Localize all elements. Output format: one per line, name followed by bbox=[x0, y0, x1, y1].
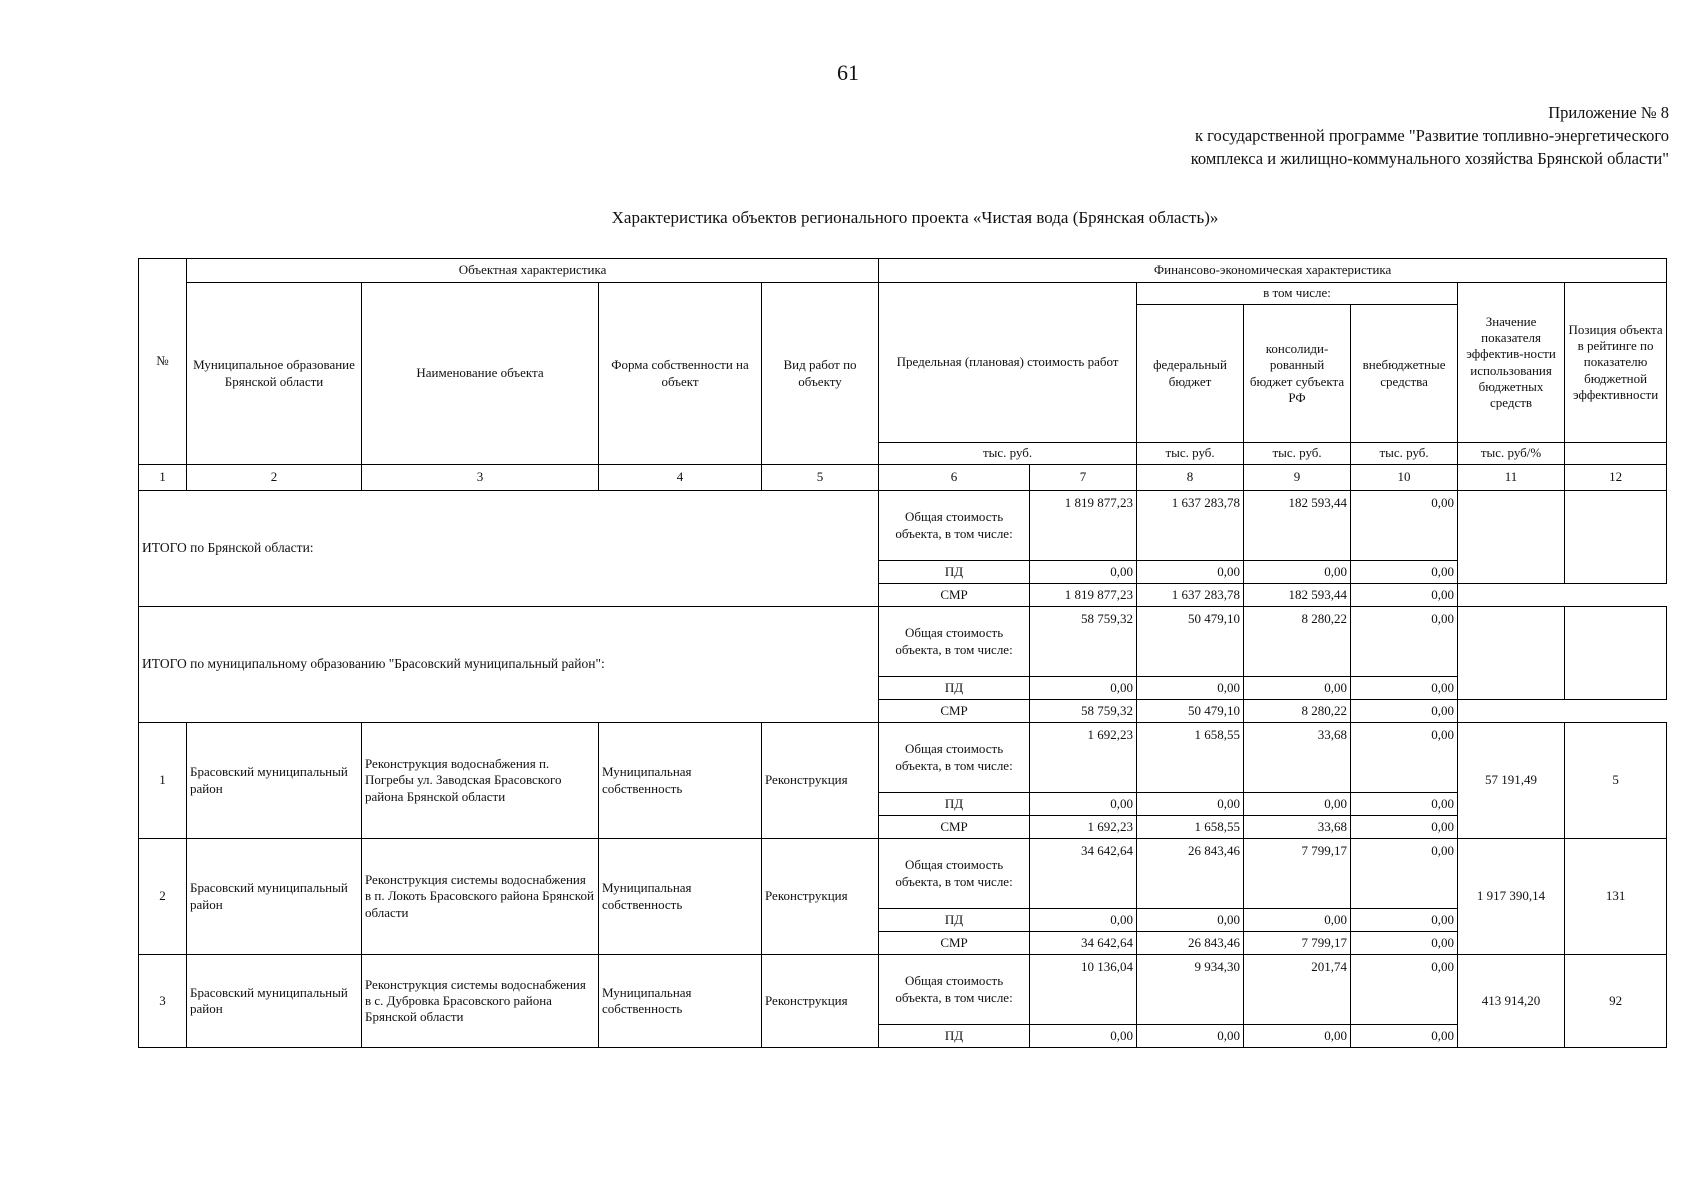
object-ownership: Муниципальная собственность bbox=[599, 723, 762, 839]
unit-federal: тыс. руб. bbox=[1137, 443, 1244, 465]
indicator-empty bbox=[1458, 607, 1565, 700]
object-indicator: 1 917 390,14 bbox=[1458, 839, 1565, 955]
object-municipality: Брасовский муниципальный район bbox=[187, 839, 362, 955]
rating-empty bbox=[1565, 607, 1667, 700]
header-ownership: Форма собственности на объект bbox=[599, 283, 762, 465]
extrabudget-value: 0,00 bbox=[1351, 932, 1458, 955]
unit-extrabudget: тыс. руб. bbox=[1351, 443, 1458, 465]
column-number: 1 bbox=[139, 465, 187, 491]
row-type: ПД bbox=[879, 793, 1030, 816]
cost-value: 58 759,32 bbox=[1030, 700, 1137, 723]
row-type: ПД bbox=[879, 561, 1030, 584]
cost-value: 0,00 bbox=[1030, 561, 1137, 584]
object-row bbox=[139, 723, 1667, 793]
total-row bbox=[139, 607, 1667, 677]
object-rating: 5 bbox=[1565, 723, 1667, 839]
row-type: Общая стоимость объекта, в том числе: bbox=[879, 723, 1030, 793]
consolidated-value: 0,00 bbox=[1244, 909, 1351, 932]
column-number: 12 bbox=[1565, 465, 1667, 491]
header-num: № bbox=[139, 259, 187, 465]
row-type: Общая стоимость объекта, в том числе: bbox=[879, 955, 1030, 1025]
consolidated-value: 0,00 bbox=[1244, 677, 1351, 700]
extrabudget-value: 0,00 bbox=[1351, 561, 1458, 584]
federal-value: 0,00 bbox=[1137, 677, 1244, 700]
row-type: Общая стоимость объекта, в том числе: bbox=[879, 607, 1030, 677]
extrabudget-value: 0,00 bbox=[1351, 584, 1458, 607]
row-type: ПД bbox=[879, 1025, 1030, 1048]
header-indicator: Значение показателя эффектив-ности использования бюджетных средств bbox=[1458, 283, 1565, 443]
total-label: ИТОГО по муниципальному образованию "Брасовский муниципальный район": bbox=[139, 607, 879, 723]
extrabudget-value: 0,00 bbox=[1351, 700, 1458, 723]
column-number: 4 bbox=[599, 465, 762, 491]
appendix-line-3: комплекса и жилищно-коммунального хозяйства Брянской области" bbox=[1190, 149, 1669, 168]
header-extrabudget: внебюджетные средства bbox=[1351, 305, 1458, 443]
consolidated-value: 0,00 bbox=[1244, 793, 1351, 816]
column-number: 10 bbox=[1351, 465, 1458, 491]
consolidated-value: 182 593,44 bbox=[1244, 584, 1351, 607]
object-municipality: Брасовский муниципальный район bbox=[187, 723, 362, 839]
unit-rating-empty bbox=[1565, 443, 1667, 465]
header-object-group: Объектная характеристика bbox=[187, 259, 879, 283]
rating-empty bbox=[1565, 491, 1667, 584]
consolidated-value: 33,68 bbox=[1244, 723, 1351, 793]
federal-value: 0,00 bbox=[1137, 1025, 1244, 1048]
column-number: 11 bbox=[1458, 465, 1565, 491]
object-row bbox=[139, 839, 1667, 909]
object-name: Реконструкция водоснабжения п. Погребы ул. Заводская Брасовского района Брянской области bbox=[362, 723, 599, 839]
federal-value: 0,00 bbox=[1137, 561, 1244, 584]
federal-value: 50 479,10 bbox=[1137, 607, 1244, 677]
object-name: Реконструкция системы водоснабжения в с. Дубровка Брасовского района Брянской области bbox=[362, 955, 599, 1048]
consolidated-value: 8 280,22 bbox=[1244, 607, 1351, 677]
federal-value: 1 637 283,78 bbox=[1137, 584, 1244, 607]
consolidated-value: 8 280,22 bbox=[1244, 700, 1351, 723]
cost-value: 0,00 bbox=[1030, 909, 1137, 932]
object-work-type: Реконструкция bbox=[762, 955, 879, 1048]
cost-value: 34 642,64 bbox=[1030, 932, 1137, 955]
unit-consolidated: тыс. руб. bbox=[1244, 443, 1351, 465]
row-type: Общая стоимость объекта, в том числе: bbox=[879, 839, 1030, 909]
cost-value: 1 819 877,23 bbox=[1030, 491, 1137, 561]
consolidated-value: 7 799,17 bbox=[1244, 839, 1351, 909]
federal-value: 1 658,55 bbox=[1137, 723, 1244, 793]
cost-value: 0,00 bbox=[1030, 1025, 1137, 1048]
federal-value: 0,00 bbox=[1137, 793, 1244, 816]
cost-value: 1 692,23 bbox=[1030, 816, 1137, 839]
total-row bbox=[139, 491, 1667, 561]
object-rating: 131 bbox=[1565, 839, 1667, 955]
object-work-type: Реконструкция bbox=[762, 839, 879, 955]
header-including: в том числе: bbox=[1137, 283, 1458, 305]
object-work-type: Реконструкция bbox=[762, 723, 879, 839]
federal-value: 9 934,30 bbox=[1137, 955, 1244, 1025]
federal-value: 1 658,55 bbox=[1137, 816, 1244, 839]
object-indicator: 57 191,49 bbox=[1458, 723, 1565, 839]
row-type: СМР bbox=[879, 584, 1030, 607]
cost-value: 58 759,32 bbox=[1030, 607, 1137, 677]
federal-value: 0,00 bbox=[1137, 909, 1244, 932]
object-name: Реконструкция системы водоснабжения в п. Локоть Брасовского района Брянской области bbox=[362, 839, 599, 955]
row-type: ПД bbox=[879, 909, 1030, 932]
cost-value: 34 642,64 bbox=[1030, 839, 1137, 909]
object-municipality: Брасовский муниципальный район bbox=[187, 955, 362, 1048]
header-rating: Позиция объекта в рейтинге по показателю бюджетной эффективности bbox=[1565, 283, 1667, 443]
row-type: СМР bbox=[879, 932, 1030, 955]
object-ownership: Муниципальная собственность bbox=[599, 839, 762, 955]
row-type: Общая стоимость объекта, в том числе: bbox=[879, 491, 1030, 561]
row-type: ПД bbox=[879, 677, 1030, 700]
extrabudget-value: 0,00 bbox=[1351, 793, 1458, 816]
header-federal: федеральный бюджет bbox=[1137, 305, 1244, 443]
object-ownership: Муниципальная собственность bbox=[599, 955, 762, 1048]
unit-cost: тыс. руб. bbox=[879, 443, 1137, 465]
cost-value: 0,00 bbox=[1030, 677, 1137, 700]
unit-indicator: тыс. руб/% bbox=[1458, 443, 1565, 465]
object-rating: 92 bbox=[1565, 955, 1667, 1048]
extrabudget-value: 0,00 bbox=[1351, 491, 1458, 561]
column-number: 6 bbox=[879, 465, 1030, 491]
federal-value: 50 479,10 bbox=[1137, 700, 1244, 723]
extrabudget-value: 0,00 bbox=[1351, 677, 1458, 700]
extrabudget-value: 0,00 bbox=[1351, 909, 1458, 932]
object-num: 1 bbox=[139, 723, 187, 839]
row-type: СМР bbox=[879, 700, 1030, 723]
consolidated-value: 33,68 bbox=[1244, 816, 1351, 839]
federal-value: 26 843,46 bbox=[1137, 932, 1244, 955]
consolidated-value: 7 799,17 bbox=[1244, 932, 1351, 955]
header-consolidated: консолиди-рованный бюджет субъекта РФ bbox=[1244, 305, 1351, 443]
total-label: ИТОГО по Брянской области: bbox=[139, 491, 879, 607]
object-num: 3 bbox=[139, 955, 187, 1048]
extrabudget-value: 0,00 bbox=[1351, 955, 1458, 1025]
object-num: 2 bbox=[139, 839, 187, 955]
page-number: 61 bbox=[837, 60, 859, 85]
appendix-note bbox=[1191, 101, 1669, 170]
column-number: 7 bbox=[1030, 465, 1137, 491]
appendix-line-2: к государственной программе "Развитие топливно-энергетического bbox=[1194, 126, 1669, 145]
consolidated-value: 182 593,44 bbox=[1244, 491, 1351, 561]
extrabudget-value: 0,00 bbox=[1351, 839, 1458, 909]
consolidated-value: 0,00 bbox=[1244, 561, 1351, 584]
appendix-line-1: Приложение № 8 bbox=[1548, 103, 1669, 122]
object-indicator: 413 914,20 bbox=[1458, 955, 1565, 1048]
header-work-type: Вид работ по объекту bbox=[762, 283, 879, 465]
header-municipality: Муниципальное образование Брянской области bbox=[187, 283, 362, 465]
cost-value: 10 136,04 bbox=[1030, 955, 1137, 1025]
object-row bbox=[139, 955, 1667, 1025]
extrabudget-value: 0,00 bbox=[1351, 816, 1458, 839]
federal-value: 26 843,46 bbox=[1137, 839, 1244, 909]
extrabudget-value: 0,00 bbox=[1351, 1025, 1458, 1048]
cost-value: 0,00 bbox=[1030, 793, 1137, 816]
cost-value: 1 692,23 bbox=[1030, 723, 1137, 793]
column-number: 8 bbox=[1137, 465, 1244, 491]
column-number: 5 bbox=[762, 465, 879, 491]
column-number: 2 bbox=[187, 465, 362, 491]
indicator-empty bbox=[1458, 491, 1565, 584]
extrabudget-value: 0,00 bbox=[1351, 607, 1458, 677]
document-title: Характеристика объектов регионального проекта «Чистая вода (Брянская область)» bbox=[611, 208, 1219, 227]
federal-value: 1 637 283,78 bbox=[1137, 491, 1244, 561]
objects-table bbox=[138, 258, 1667, 1048]
column-number: 9 bbox=[1244, 465, 1351, 491]
header-finance-group: Финансово-экономическая характеристика bbox=[879, 259, 1667, 283]
extrabudget-value: 0,00 bbox=[1351, 723, 1458, 793]
consolidated-value: 0,00 bbox=[1244, 1025, 1351, 1048]
consolidated-value: 201,74 bbox=[1244, 955, 1351, 1025]
header-object-name: Наименование объекта bbox=[362, 283, 599, 465]
column-number: 3 bbox=[362, 465, 599, 491]
row-type: СМР bbox=[879, 816, 1030, 839]
header-max-cost: Предельная (плановая) стоимость работ bbox=[879, 283, 1137, 443]
cost-value: 1 819 877,23 bbox=[1030, 584, 1137, 607]
